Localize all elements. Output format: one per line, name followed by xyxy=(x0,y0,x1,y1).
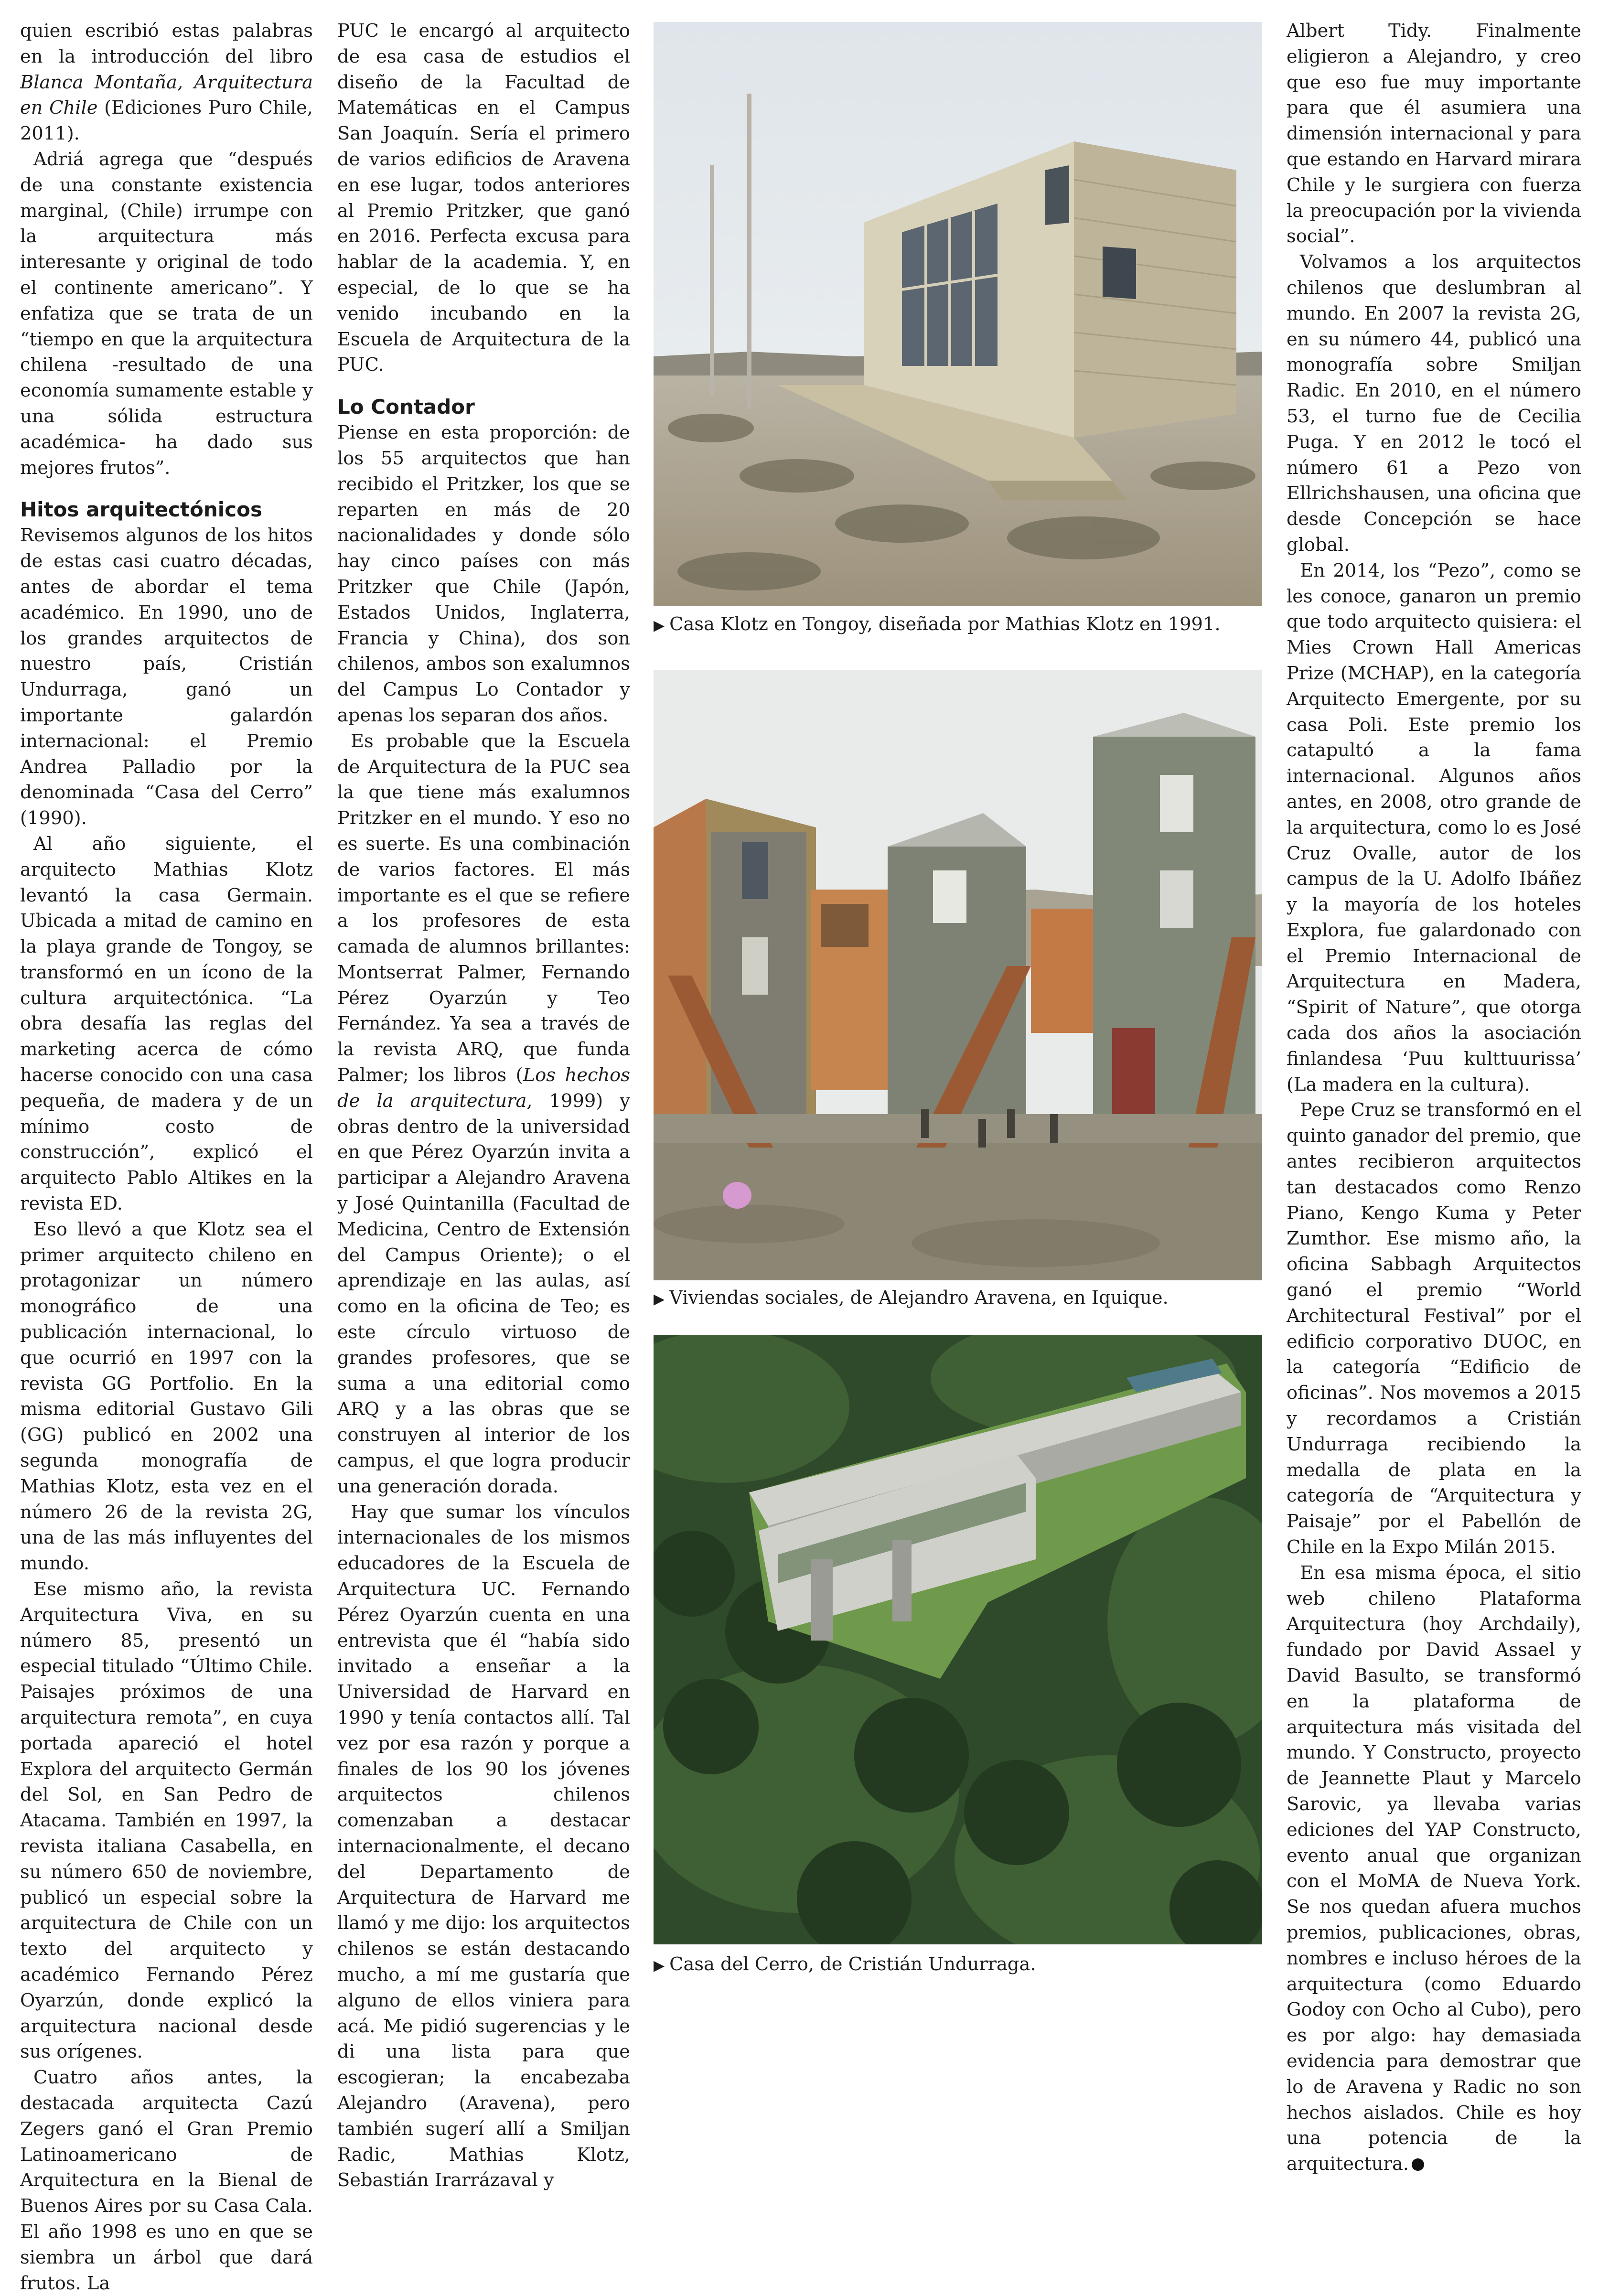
paragraph: En 2014, los “Pezo”, como se les conoce, ganaron un premio que todo arquitecto quisiera: el Mies Crown Hall Americas Prize (MCHAP), en la categoría Arquitecto Emergente, por su casa Poli. Este premio los catapultó a la fama internacional. Algunos años antes, en 2008, otro grande de la arquitectura, como lo es José Cruz Ovalle, autor de los campus de la U. Adolfo Ibáñez y la mayoría de los hoteles Explora, fue galardonado con el Premio Internacional de Arquitectura en Madera, “Spirit of Nature”, que otorga cada dos años la asociación finlandesa ‘Puu kulttuurissa’ (La madera en la cultura). xyxy=(1287,559,1581,1095)
paragraph: Ese mismo año, la revista Arquitectura Viva, en su número 85, presentó un especial titulado “Último Chile. Paisajes próximos de una arquitectura remota”, en cuya portada apareció el hotel Explora del arquitecto Germán del Sol, en San Pedro de Atacama. También en 1997, la revista italiana Casabella, en su número 650 de noviembre, publicó un especial sobre la arquitectura de Chile con un texto del arquitecto y académico Fernando Pérez Oyarzún, donde explicó la arquitectura nacional desde sus orígenes. xyxy=(20,1578,313,2063)
column-2 xyxy=(337,18,630,2193)
casa-del-cerro-illustration xyxy=(654,1335,1262,1944)
triangle-right-icon: ▶ xyxy=(654,617,665,634)
column-4 xyxy=(1287,18,1581,2177)
paragraph: Pepe Cruz se transformó en el quinto ganador del premio, que antes recibieron arquitectos tan destacados como Renzo Piano, Kengo Kuma y Peter Zumthor. Ese mismo año, la oficina Sabbagh Arquitectos ganó el premio “World Architectural Festival” por el edificio corporativo DUOC, en la categoría “Edificio de oficinas”. Nos movemos a 2015 y recordamos a Cristián Undurraga recibiendo la medalla de plata en la categoría de “Arquitectura y Paisaje” por el Pabellón de Chile en la Expo Milán 2015. xyxy=(1287,1099,1581,1558)
paragraph: En esa misma época, el sitio web chileno Plataforma Arquitectura (hoy Archdaily), fundado por David Assael y David Basulto, se transformó en la plataforma de arquitectura más visitada del mundo. Y Constructo, proyecto de Jeannette Plaut y Marcelo Sarovic, ya llevaba varias ediciones del YAP Constructo, evento anual que organizan con el MoMA de Nueva York. Se nos quedan afuera muchos premios, publicaciones, obras, nombres e incluso héroes de la arquitectura (como Eduardo Godoy con Ocho al Cubo), pero es por algo: hay demasiada evidencia para demostrar que lo de Aravena y Radic no son hechos aislados. Chile es hoy una potencia de la arquitectura. xyxy=(1287,1562,1581,2175)
paragraph: Piense en esta proporción: de los 55 arquitectos que han recibido el Pritzker, los que se reparten en más de 20 nacionalidades y donde sólo hay cinco países con más Pritzker que Chile (Japón, Estados Unidos, Inglaterra, Francia y China), dos son chilenos, ambos son exalumnos del Campus Lo Contador y apenas los separan dos años. xyxy=(337,422,630,726)
caption-casa-klotz: ▶ Casa Klotz en Tongoy, diseñada por Mathias Klotz en 1991. xyxy=(654,613,1221,635)
paragraph: Eso llevó a que Klotz sea el primer arquitecto chileno en protagonizar un número monográfico de una publicación internacional, lo que ocurrió en 1997 con la revista GG Portfolio. En la misma editorial Gustavo Gili (GG) publicó en 2002 una segunda monografía de Mathias Klotz, esta vez en el número 26 de la revista 2G, una de las más influyentes del mundo. xyxy=(20,1218,313,1575)
section-heading-hitos: Hitos arquitectónicos xyxy=(20,498,262,522)
paragraph: Cuatro años antes, la destacada arquitecta Cazú Zegers ganó el Gran Premio Latinoamericano de Arquitectura en la Bienal de Buenos Aires por su Casa Cala. El año 1998 es uno en que se siembra un árbol que dará frutos. La xyxy=(20,2067,313,2294)
paragraph: Albert Tidy. Finalmente eligieron a Alejandro, y creo que eso fue muy importante para que él asumiera una dimensión internacional y para que estando en Harvard mirara Chile y le surgiera con fuerza la preocupación por la vivienda social”. xyxy=(1287,20,1581,247)
triangle-right-icon: ▶ xyxy=(654,1291,665,1308)
viviendas-illustration xyxy=(654,670,1262,1280)
caption-casa-del-cerro: ▶ Casa del Cerro, de Cristián Undurraga. xyxy=(654,1953,1036,1975)
column-1 xyxy=(20,18,313,2296)
paragraph: Adriá agrega que “después de una constante existencia marginal, (Chile) irrumpe con la arquitectura más interesante y original de todo el continente americano”. Y enfatiza que se trata de un “tiempo en que la arquitectura chilena -resultado de una economía sumamente estable y una sólida estructura académica- ha dado sus mejores frutos”. xyxy=(20,148,313,479)
casa-klotz-illustration xyxy=(654,22,1262,606)
end-of-article-dot-icon xyxy=(1412,2158,1424,2171)
section-heading-lo-contador: Lo Contador xyxy=(337,395,475,419)
paragraph: Al año siguiente, el arquitecto Mathias Klotz levantó la casa Germain. Ubicada a mitad de camino en la playa grande de Tongoy, se transformó en un ícono de la cultura arquitectónica. “La obra desafía las reglas del marketing acerca de cómo hacerse conocido con una casa pequeña, de madera y de un mínimo costo de construcción”, explicó el arquitecto Pablo Altikes en la revista ED. xyxy=(20,833,313,1215)
paragraph: quien escribió estas palabras en la introducción del libro Blanca Montaña, Arquitectura en Chile (Ediciones Puro Chile, 2011). xyxy=(20,20,313,145)
paragraph: PUC le encargó al arquitecto de esa casa de estudios el diseño de la Facultad de Matemáticas en el Campus San Joaquín. Sería el primero de varios edificios de Aravena en ese lugar, todos anteriores al Premio Pritzker, que ganó en 2016. Perfecta excusa para hablar de la academia. Y, en especial, de lo que se ha venido incubando en la Escuela de Arquitectura de la PUC. xyxy=(337,20,630,376)
photo-casa-del-cerro xyxy=(654,1335,1262,1944)
photo-casa-klotz xyxy=(654,22,1262,606)
paragraph: Hay que sumar los vínculos internacionales de los mismos educadores de la Escuela de Arquitectura UC. Fernando Pérez Oyarzún cuenta en una entrevista que él “había sido invitado a enseñar a la Universidad de Harvard en 1990 y tenía contactos allí. Tal vez por esa razón y porque a finales de los 90 los jóvenes arquitectos chilenos comenzaban a destacar internacionalmente, el decano del Departamento de Arquitectura de Harvard me llamó y me dijo: los arquitectos chilenos se están destacando mucho, a mí me gustaría que alguno de ellos viniera para acá. Me pidió sugerencias y le di una lista para que escogieran; la encabezaba Alejandro (Aravena), pero también sugerí allí a Smiljan Radic, Mathias Klotz, Sebastián Irarrázaval y xyxy=(337,1501,630,2191)
photo-viviendas-sociales xyxy=(654,670,1262,1280)
paragraph: Revisemos algunos de los hitos de estas casi cuatro décadas, antes de abordar el tema académico. En 1990, uno de los grandes arquitectos de nuestro país, Cristián Undurraga, ganó un importante galardón internacional: el Premio Andrea Palladio por la denominada “Casa del Cerro” (1990). xyxy=(20,525,313,829)
caption-viviendas-sociales: ▶ Viviendas sociales, de Alejandro Aravena, en Iquique. xyxy=(654,1287,1169,1309)
paragraph: Volvamos a los arquitectos chilenos que deslumbran al mundo. En 2007 la revista 2G, en su número 44, publicó una monografía sobre Smiljan Radic. En 2010, en el número 53, el turno fue de Cecilia Puga. Y en 2012 le tocó el número 61 a Pezo von Ellrichshausen, una oficina que desde Concepción se hace global. xyxy=(1287,251,1581,556)
triangle-right-icon: ▶ xyxy=(654,1957,665,1974)
paragraph: Es probable que la Escuela de Arquitectura de la PUC sea la que tiene más exalumnos Pritzker en el mundo. Y eso no es suerte. Es una combinación de varios factores. El más importante es el que se refiere a los profesores de esta camada de alumnos brillantes: Montserrat Palmer, Fernando Pérez Oyarzún y Teo Fernández. Ya sea a través de la revista ARQ, que funda Palmer; los libros (Los hechos de la arquitectura, 1999) y obras dentro de la universidad en que Pérez Oyarzún invita a participar a Alejandro Aravena y José Quintanilla (Facultad de Medicina, Centro de Extensión del Campus Oriente); o el aprendizaje en las aulas, así como en la oficina de Teo; es este círculo virtuoso de grandes profesores, que se suma a una editorial como ARQ y a las obras que se construyen al interior de los campus, el que logra producir una generación dorada. xyxy=(337,730,630,1497)
